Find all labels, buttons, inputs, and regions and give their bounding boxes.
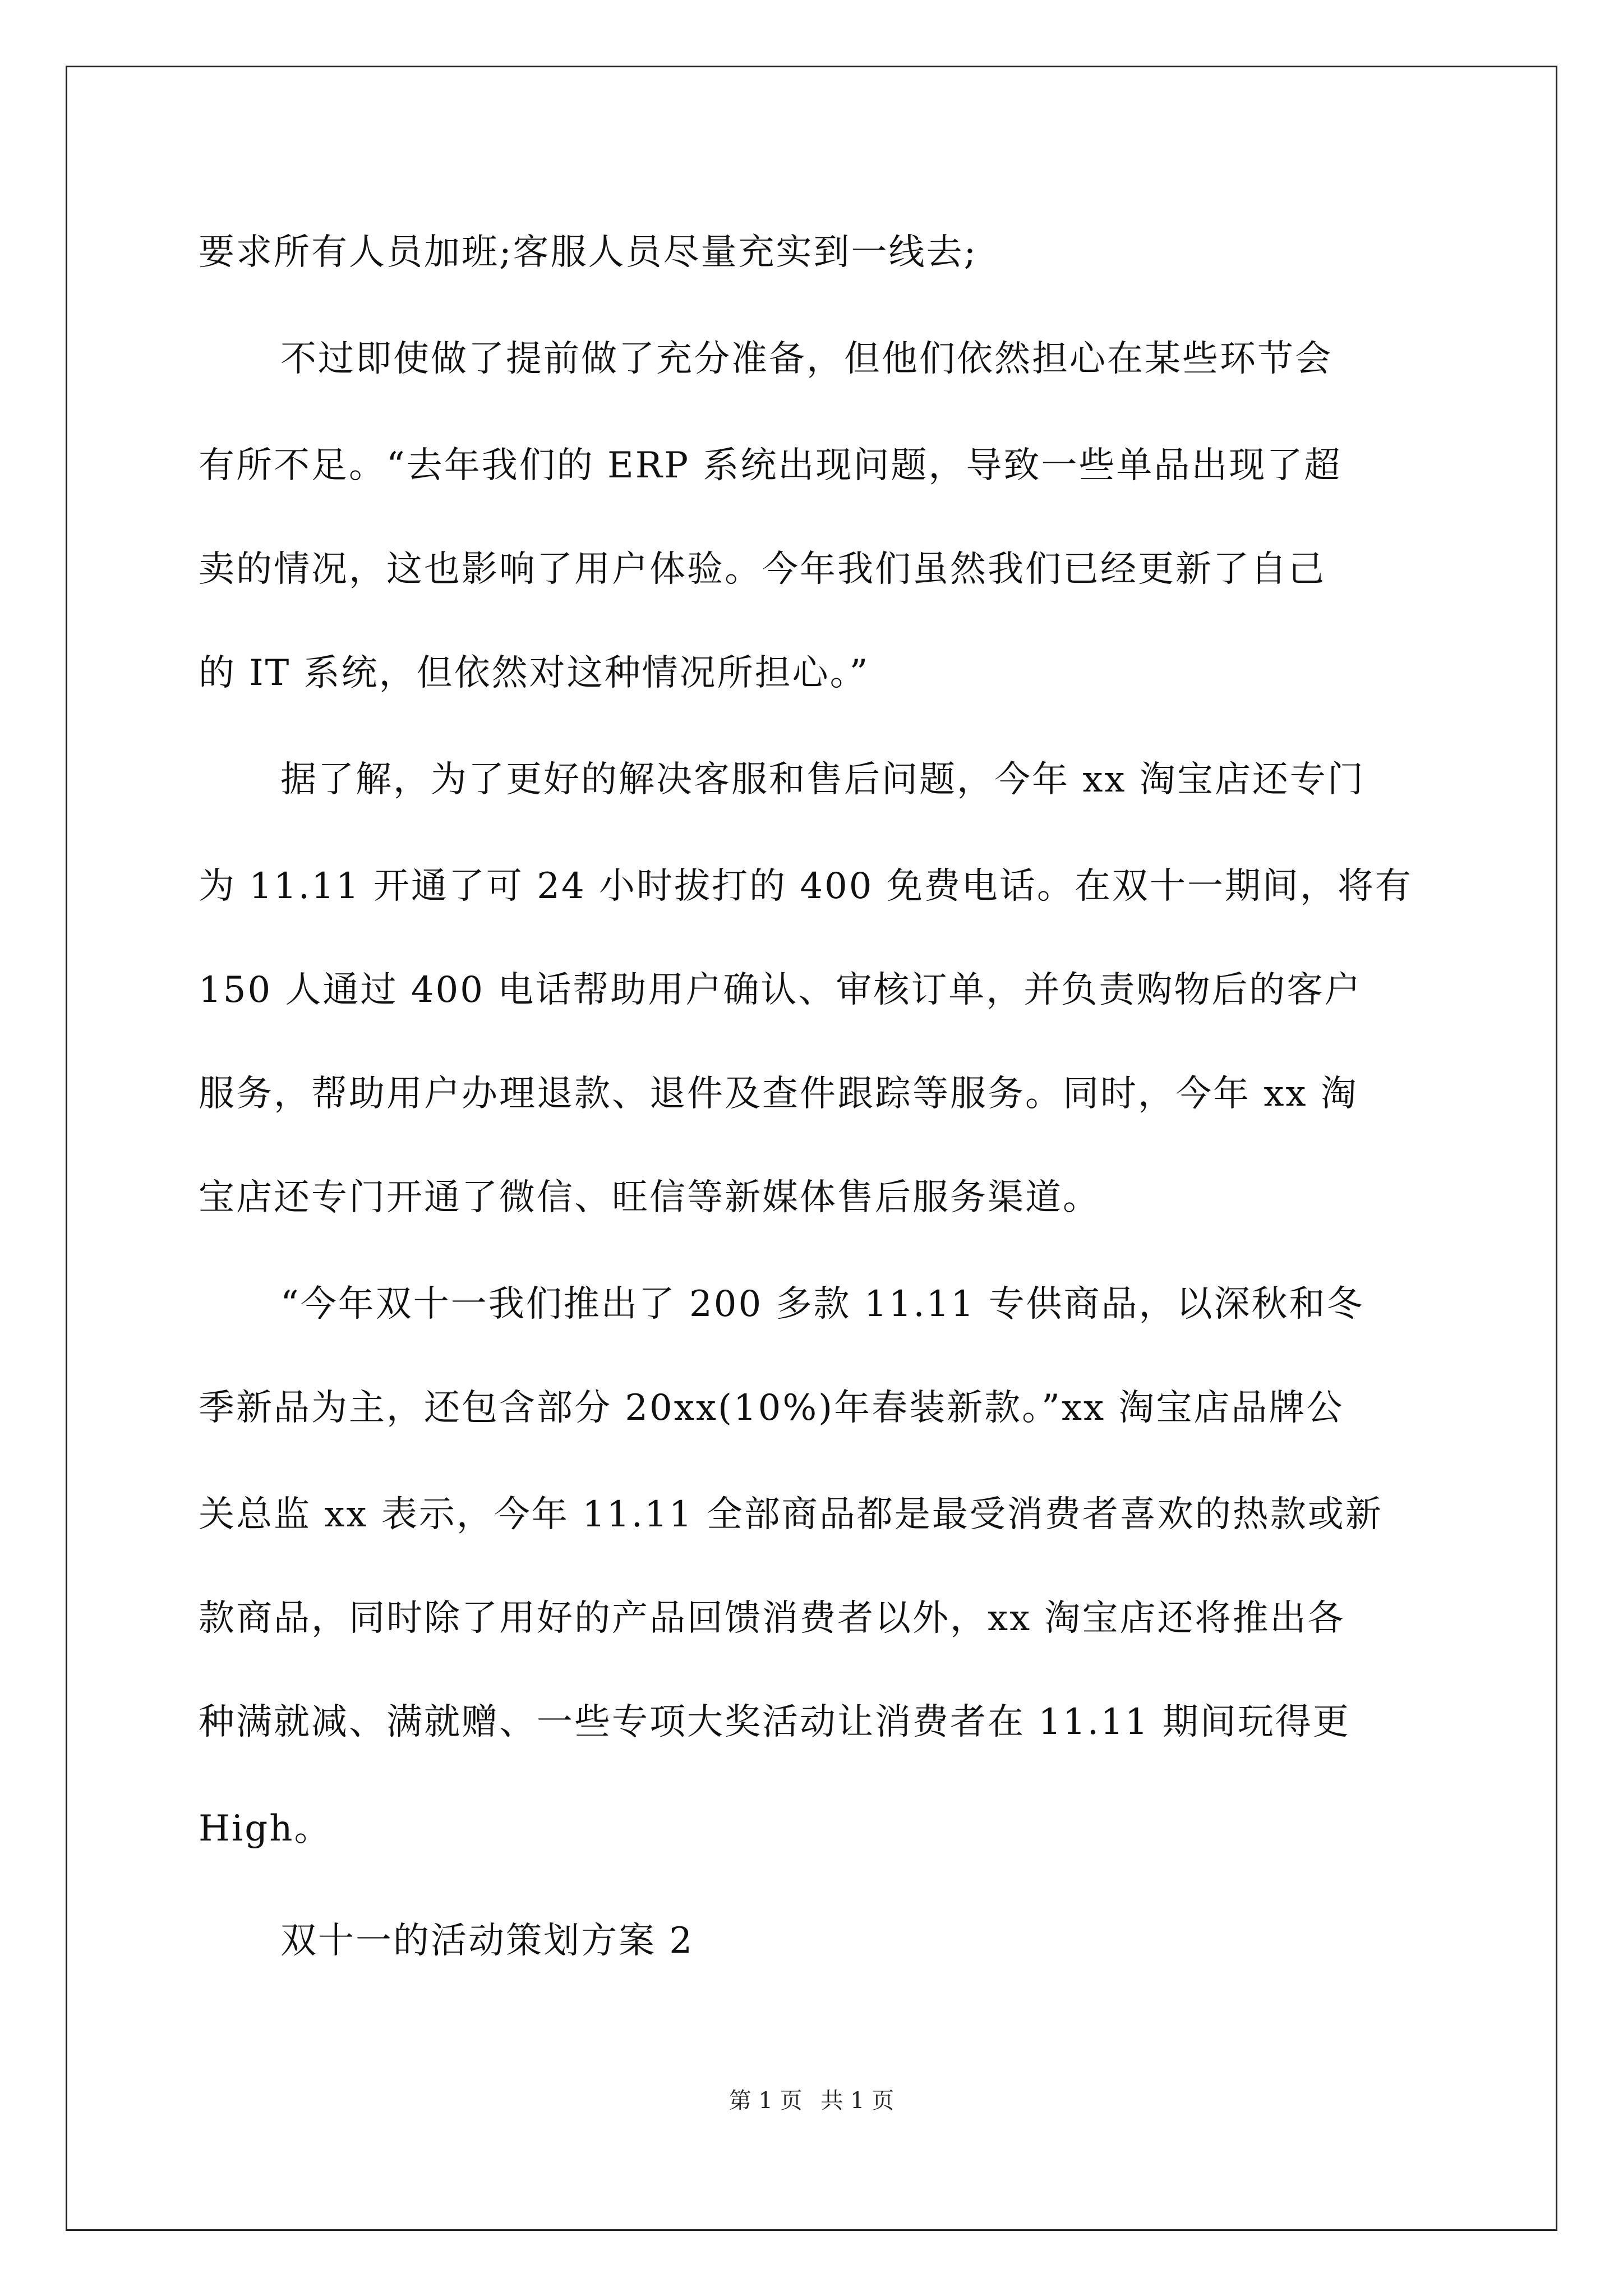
page-border [66, 66, 1557, 2231]
page-number: 第 1 页 [728, 2088, 803, 2114]
text-line: 据了解，为了更好的解决客服和售后问题，今年 xx 淘宝店还专门 [280, 759, 1365, 800]
text-line: 有所不足。“去年我们的 ERP 系统出现问题，导致一些单品出现了超 [199, 445, 1342, 486]
text-line: 宝店还专门开通了微信、旺信等新媒体售后服务渠道。 [199, 1177, 1100, 1218]
text-line: 种满就减、满就赠、一些专项大奖活动让消费者在 11.11 期间玩得更 [199, 1701, 1350, 1743]
text-line: 季新品为主，还包含部分 20xx(10%)年春装新款。”xx 淘宝店品牌公 [199, 1387, 1344, 1429]
page-footer [0, 2087, 1623, 2115]
text-line: 为 11.11 开通了可 24 小时拔打的 400 免费电话。在双十一期间，将有 [199, 866, 1413, 907]
text-line: 要求所有人员加班;客服人员尽量充实到一线去; [199, 232, 978, 273]
text-line: 卖的情况，这也影响了用户体验。今年我们虽然我们已经更新了自己 [199, 549, 1326, 590]
text-line: 服务，帮助用户办理退款、退件及查件跟踪等服务。同时，今年 xx 淘 [199, 1073, 1358, 1115]
text-line: 不过即使做了提前做了充分准备，但他们依然担心在某些环节会 [280, 338, 1332, 380]
text-line: 款商品，同时除了用好的产品回馈消费者以外，xx 淘宝店还将推出各 [199, 1598, 1345, 1639]
text-line: “今年双十一我们推出了 200 多款 11.11 专供商品，以深秋和冬 [280, 1283, 1364, 1325]
text-line: 关总监 xx 表示，今年 11.11 全部商品都是最受消费者喜欢的热款或新 [199, 1494, 1383, 1535]
text-line: 150 人通过 400 电话帮助用户确认、审核订单，并负责购物后的客户 [199, 969, 1362, 1011]
text-line: 的 IT 系统，但依然对这种情况所担心。” [199, 652, 870, 694]
text-line: High。 [199, 1808, 332, 1849]
page-total: 共 1 页 [820, 2088, 895, 2114]
section-heading: 双十一的活动策划方案 2 [280, 1920, 694, 1962]
